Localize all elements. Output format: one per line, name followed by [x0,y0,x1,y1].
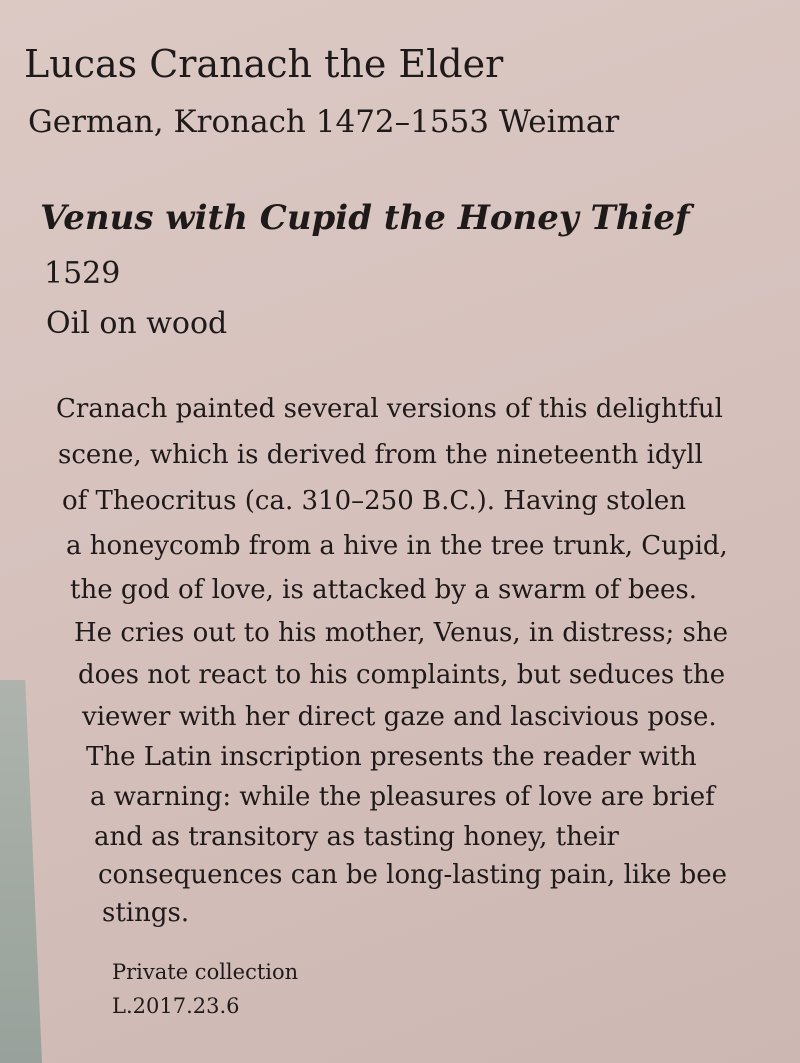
description-line: He cries out to his mother, Venus, in distress; she [74,618,728,648]
description-line: of Theocritus (ca. 310–250 B.C.). Having stolen [62,486,687,516]
artwork-medium: Oil on wood [46,306,228,341]
description-line: a honeycomb from a hive in the tree trunk, Cupid, [66,531,728,561]
description-line: scene, which is derived from the nineteenth idyll [58,440,703,470]
description-line: viewer with her direct gaze and lascivious pose. [82,702,717,732]
artwork-date: 1529 [44,256,121,291]
artwork-title: Venus with Cupid the Honey Thief [40,198,690,238]
description-line: consequences can be long-lasting pain, like bee [98,860,728,890]
artist-bio: German, Kronach 1472–1553 Weimar [28,104,620,140]
accession-number: L.2017.23.6 [112,994,240,1018]
description-line: does not react to his complaints, but seduces the [78,660,726,690]
description-line: and as transitory as tasting honey, their [94,822,619,852]
description-line: a warning: while the pleasures of love are brief [90,782,715,812]
credit-line: Private collection [112,960,299,984]
description-line: The Latin inscription presents the reader with [86,742,697,772]
artist-name: Lucas Cranach the Elder [24,42,504,86]
description-line: stings. [102,898,190,928]
description-line: the god of love, is attacked by a swarm of bees. [70,575,697,605]
description-line: Cranach painted several versions of this delightful [56,394,723,424]
